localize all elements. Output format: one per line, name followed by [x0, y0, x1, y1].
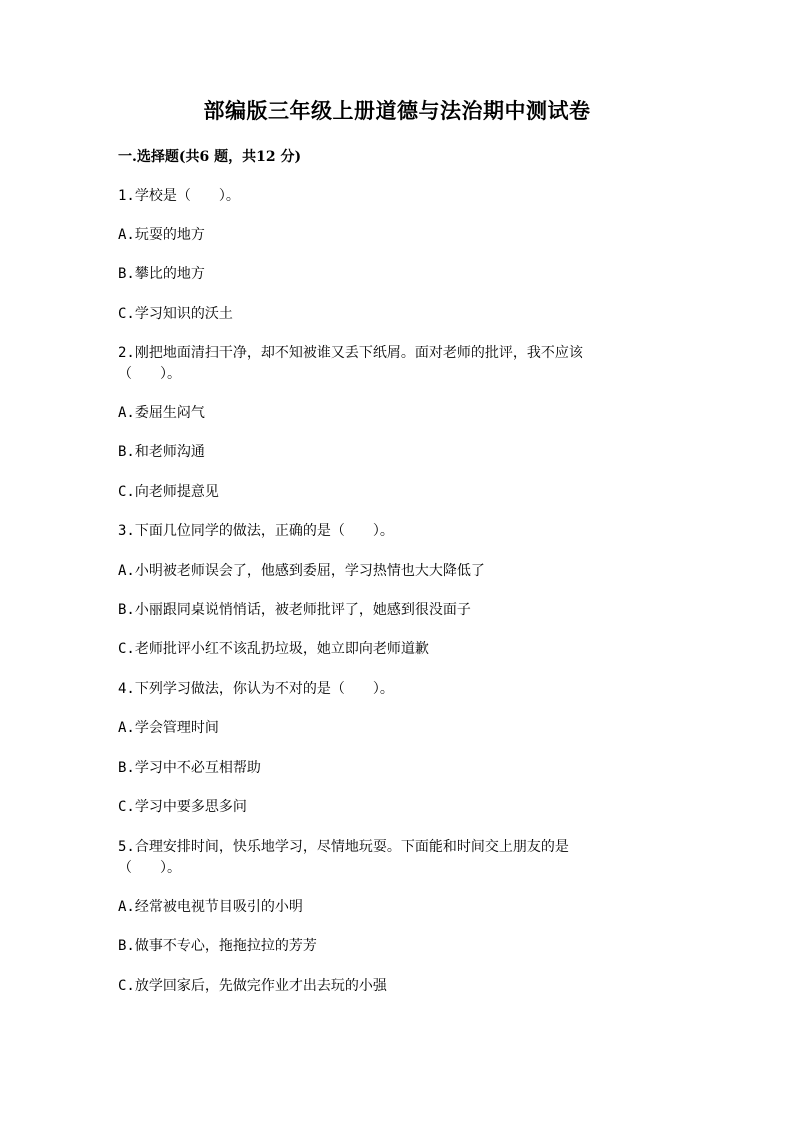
question-1-option-c: C.学习知识的沃土 — [118, 306, 233, 322]
question-4-option-a: A.学会管理时间 — [118, 720, 219, 736]
section-heading: 一.选择题(共6 题，共12 分) — [118, 149, 302, 165]
question-3-option-a: A.小明被老师误会了，他感到委屈，学习热情也大大降低了 — [118, 563, 485, 579]
question-5-option-c: C.放学回家后，先做完作业才出去玩的小强 — [118, 978, 387, 994]
question-3-option-b: B.小丽跟同桌说悄悄话，被老师批评了，她感到很没面子 — [118, 602, 471, 618]
question-2-option-c: C.向老师提意见 — [118, 484, 219, 500]
question-1-option-b: B.攀比的地方 — [118, 266, 205, 282]
question-3-option-c: C.老师批评小红不该乱扔垃圾，她立即向老师道歉 — [118, 641, 429, 657]
question-5-option-b: B.做事不专心，拖拖拉拉的芳芳 — [118, 938, 317, 954]
question-5-stem: 5.合理安排时间，快乐地学习，尽情地玩耍。下面能和时间交上朋友的是 — [118, 839, 569, 855]
question-1-stem: 1.学校是（ ）。 — [118, 188, 240, 204]
question-5-stem-continued: （ ）。 — [118, 860, 181, 876]
question-4-option-b: B.学习中不必互相帮助 — [118, 760, 261, 776]
question-1-option-a: A.玩耍的地方 — [118, 227, 205, 243]
question-2-option-b: B.和老师沟通 — [118, 444, 205, 460]
question-2-option-a: A.委屈生闷气 — [118, 405, 205, 421]
question-4-option-c: C.学习中要多思多问 — [118, 799, 247, 815]
question-5-option-a: A.经常被电视节目吸引的小明 — [118, 899, 303, 915]
question-2-stem-continued: （ ）。 — [118, 366, 181, 382]
question-3-stem: 3.下面几位同学的做法，正确的是（ ）。 — [118, 523, 394, 539]
page-title: 部编版三年级上册道德与法治期中测试卷 — [203, 98, 591, 123]
question-4-stem: 4.下列学习做法，你认为不对的是（ ）。 — [118, 681, 394, 697]
question-2-stem: 2.刚把地面清扫干净，却不知被谁又丢下纸屑。面对老师的批评，我不应该 — [118, 345, 583, 361]
